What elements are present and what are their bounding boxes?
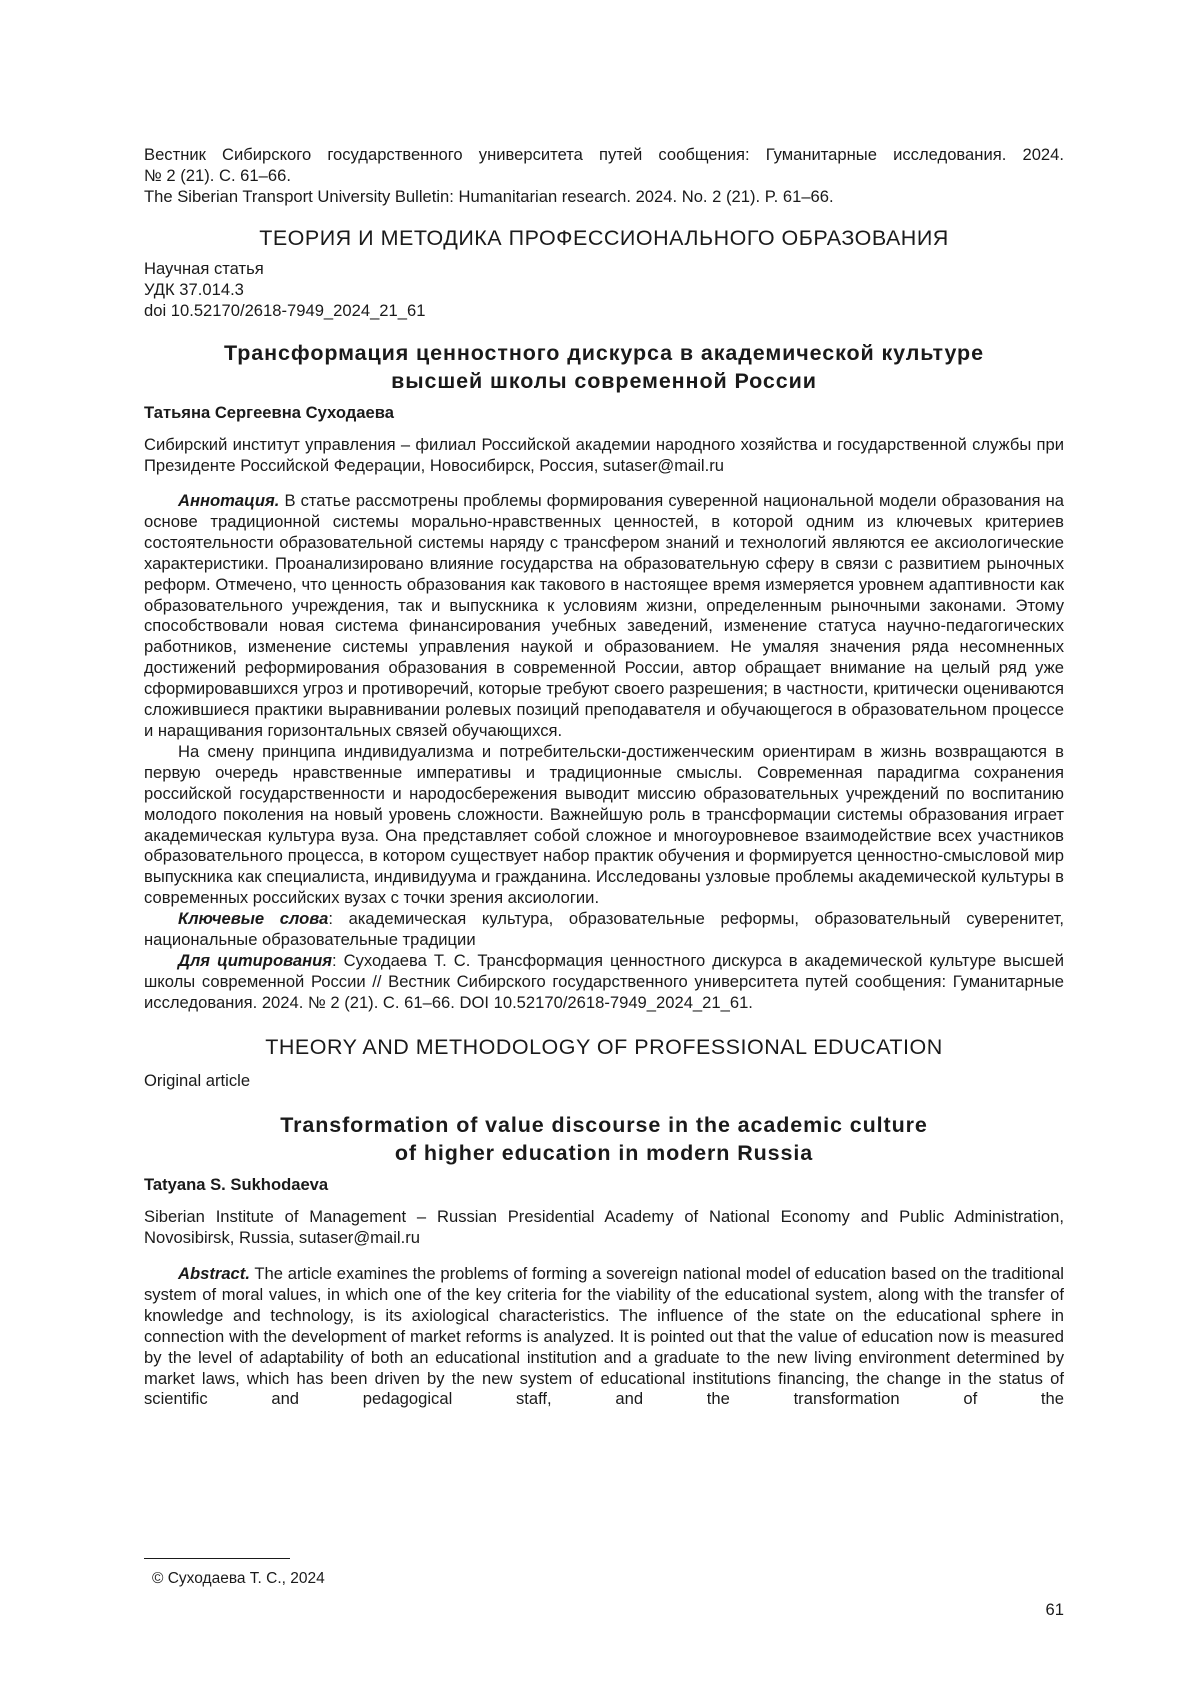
copyright-icon: © (152, 1570, 163, 1587)
section-heading-ru: ТЕОРИЯ И МЕТОДИКА ПРОФЕССИОНАЛЬНОГО ОБРАЗОВАНИЯ (144, 226, 1064, 251)
doi: doi 10.52170/2618-7949_2024_21_61 (144, 301, 1064, 322)
abstract-ru-label: Аннотация. (178, 491, 279, 510)
keywords-ru-label: Ключевые слова (178, 909, 328, 928)
affiliation-en: Siberian Institute of Management – Russian Presidential Academy of National Economy and Public Administration, Novosibirsk, Russia, sutaser@mail.ru (144, 1207, 1064, 1249)
abstract-ru-text-1: В статье рассмотрены проблемы формирования суверенной национальной модели образования на основе традиционной системы морально-нравственных ценностей, в которой одним из ключевых критериев состоятельности образовательной системы наряду с трансфером знаний и технологий являются ее аксиологические характеристики. Проанализировано влияние государства на образовательную сферу в связи с развитием рыночных реформ. Отмечено, что ценность образования как такового в настоящее время измеряется уровнем адаптивности как образовательного учреждения, так и выпускника к условиям жизни, определенным рыночными законами. Этому способствовали новая система финансирования учебных заведений, изменение статуса научно-педагогических работников, изменение системы управления наукой и образованием. Не умаляя значения ряда несомненных достижений реформирования образования в современной России, автор обращает внимание на целый ряд уже сформировавшихся угроз и противоречий, которые требуют своего разрешения; в частности, критически оцениваются сложившиеся практики выравнивании ролевых позиций преподавателя и обучающегося в образовательном процессе и наращивания горизонтальных связей обучающихся. (144, 491, 1064, 740)
title-ru-line1: Трансформация ценностного дискурса в академической культуре (144, 339, 1064, 367)
article-meta-ru (144, 259, 1064, 322)
author-ru: Татьяна Сергеевна Суходаева (144, 403, 1064, 423)
abstract-en-label: Abstract. (178, 1264, 250, 1283)
affiliation-ru: Сибирский институт управления – филиал Российской академии народного хозяйства и государственной службы при Президенте Российской Федерации, Новосибирск, Россия, sutaser@mail.ru (144, 435, 1064, 477)
article-type-ru: Научная статья (144, 259, 1064, 280)
abstract-en (144, 1264, 1064, 1410)
abstract-ru-paragraph-1 (144, 491, 1064, 742)
citation-for-reference (144, 951, 1064, 1014)
section-heading-en: THEORY AND METHODOLOGY OF PROFESSIONAL EDUCATION (144, 1035, 1064, 1060)
cite-text: : Суходаева Т. С. Трансформация ценностного дискурса в академической культуре высшей школы современной России // Вестник Сибирского государственного университета путей сообщения: Гуманитарные исследования. 2024. № 2 (21). С. 61–66. DOI 10.52170/2618-7949_2024_21_61. (144, 951, 1064, 1012)
author-en: Tatyana S. Sukhodaeva (144, 1175, 1064, 1195)
footnote-divider (144, 1558, 290, 1559)
citation-ru-line1: Вестник Сибирского государственного университета путей сообщения: Гуманитарные исследования. 2024. (144, 145, 1064, 166)
title-ru-line2: высшей школы современной России (144, 367, 1064, 395)
abstract-en-paragraph (144, 1264, 1064, 1410)
udc: УДК 37.014.3 (144, 280, 1064, 301)
cite-label: Для цитирования (178, 951, 332, 970)
title-en-line2: of higher education in modern Russia (144, 1139, 1064, 1167)
copyright-text: Суходаева Т. С., 2024 (168, 1570, 325, 1587)
keywords-ru (144, 909, 1064, 951)
citation-ru-line2: № 2 (21). С. 61–66. (144, 166, 1064, 187)
page-number: 61 (144, 1600, 1064, 1620)
article-title-ru (144, 339, 1064, 395)
article-title-en (144, 1111, 1064, 1167)
abstract-en-text: The article examines the problems of forming a sovereign national model of education based on the traditional system of moral values, in which one of the key criteria for the viability of the educational system, along with the transfer of knowledge and technology, is its axiological characteristics. The influence of the state on the educational sphere in connection with the development of market reforms is analyzed. It is pointed out that the value of education now is measured by the level of adaptability of both an educational institution and a graduate to the new living environment determined by market laws, which has been driven by the new system of educational institutions financing, the change in the status of scientific and pedagogical staff, and the transformation of the (144, 1264, 1064, 1408)
article-type-en: Original article (144, 1071, 1064, 1092)
title-en-line1: Transformation of value discourse in the academic culture (144, 1111, 1064, 1139)
citation-en: The Siberian Transport University Bulletin: Humanitarian research. 2024. No. 2 (21). P. 61–66. (144, 187, 1064, 208)
keywords-ru-text: : академическая культура, образовательные реформы, образовательный суверенитет, национальные образовательные традиции (144, 909, 1064, 949)
abstract-ru-paragraph-2: На смену принципа индивидуализма и потребительски-достиженческим ориентирам в жизнь возвращаются в первую очередь нравственные императивы и традиционные смыслы. Современная парадигма сохранения российской государственности и народосбережения выводит миссию образовательных учреждений по воспитанию молодого поколения на новый уровень сложности. Важнейшую роль в трансформации системы образования играет академическая культура вуза. Она представляет собой сложное и многоуровневое взаимодействие всех участников образовательного процесса, в котором существует набор практик обучения и формируется ценностно-смысловой мир выпускника как специалиста, индивидуума и гражданина. Исследованы узловые проблемы академической культуры в современных российских вузах с точки зрения аксиологии. (144, 742, 1064, 909)
journal-citation-header (144, 145, 1064, 208)
abstract-ru (144, 491, 1064, 1014)
copyright-footnote (152, 1570, 1072, 1588)
